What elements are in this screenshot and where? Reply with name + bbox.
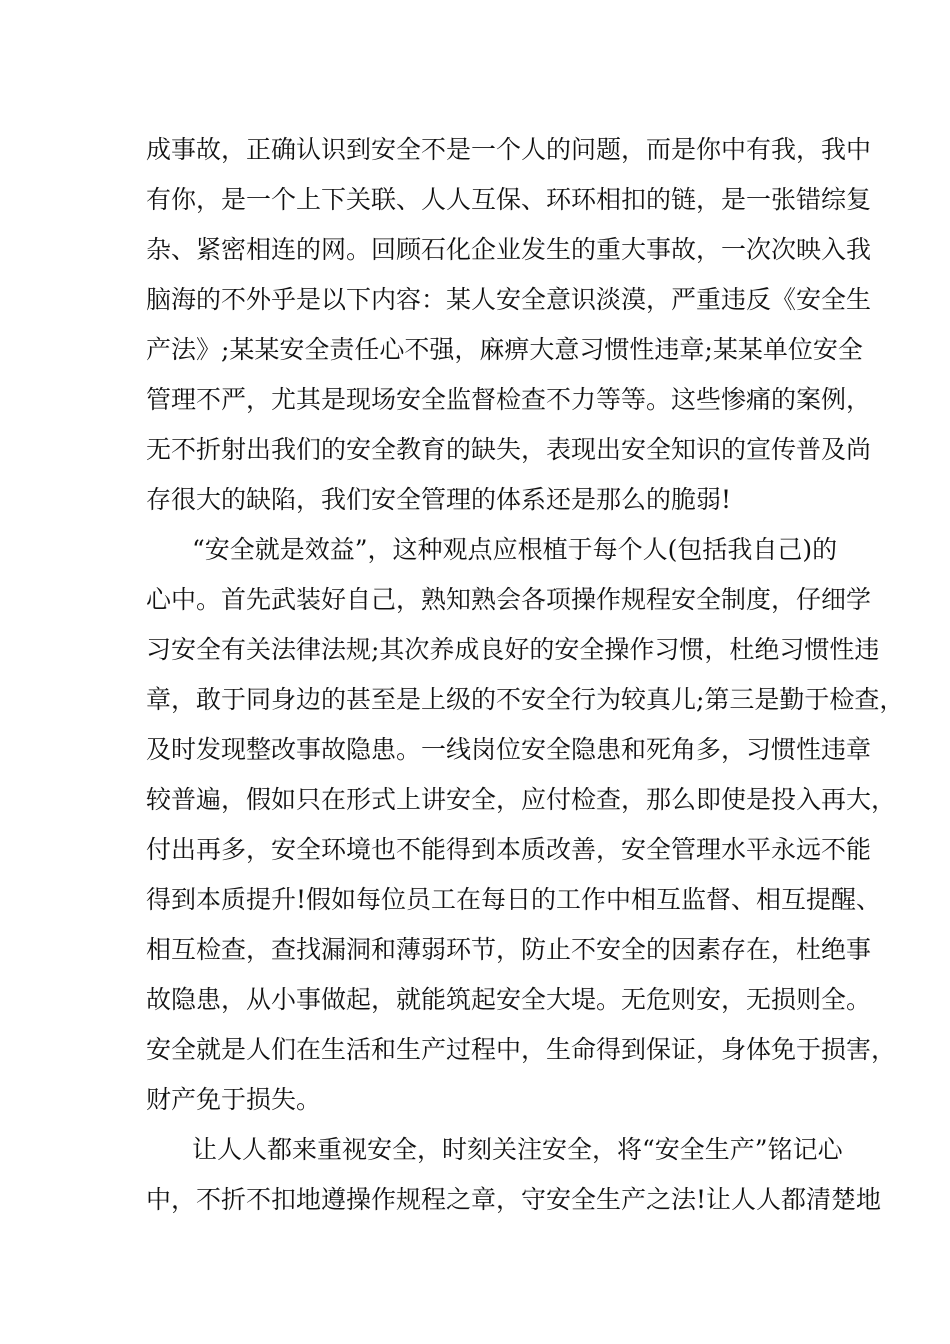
paragraph-1-line-8: 存很大的缺陷，我们安全管理的体系还是那么的脆弱! <box>146 485 732 514</box>
paragraph-2-line-7: 付出再多，安全环境也不能得到本质改善，安全管理水平永远不能 <box>146 835 872 864</box>
paragraph-2-line-1: “安全就是效益”，这种观点应根植于每个人(包括我自己)的 <box>192 535 838 564</box>
paragraph-1-line-1: 成事故，正确认识到安全不是一个人的问题，而是你中有我，我中 <box>146 135 872 164</box>
paragraph-2-line-4: 章，敢于同身边的甚至是上级的不安全行为较真儿;第三是勤于检查， <box>146 685 905 714</box>
paragraph-1-line-5: 产法》;某某安全责任心不强，麻痹大意习惯性违章;某某单位安全 <box>146 335 863 364</box>
paragraph-2-line-8: 得到本质提升!假如每位员工在每日的工作中相互监督、相互提醒、 <box>146 885 882 914</box>
paragraph-2-line-6: 较普遍，假如只在形式上讲安全，应付检查，那么即使是投入再大， <box>146 785 897 814</box>
paragraph-2-line-10: 故隐患，从小事做起，就能筑起安全大堤。无危则安，无损则全。 <box>146 985 872 1014</box>
paragraph-2-line-9: 相互检查，查找漏洞和薄弱环节，防止不安全的因素存在，杜绝事 <box>146 935 872 964</box>
paragraph-1-line-4: 脑海的不外乎是以下内容：某人安全意识淡漠，严重违反《安全生 <box>146 285 872 314</box>
paragraph-2-line-5: 及时发现整改事故隐患。一线岗位安全隐患和死角多，习惯性违章 <box>146 735 872 764</box>
paragraph-2-line-12: 财产免于损失。 <box>146 1085 322 1114</box>
paragraph-3-line-2: 中，不折不扣地遵操作规程之章，守安全生产之法!让人人都清楚地 <box>146 1185 882 1214</box>
paragraph-1-line-3: 杂、紧密相连的网。回顾石化企业发生的重大事故，一次次映入我 <box>146 235 872 264</box>
paragraph-1-line-2: 有你，是一个上下关联、人人互保、环环相扣的链，是一张错综复 <box>146 185 872 214</box>
paragraph-1-line-6: 管理不严，尤其是现场安全监督检查不力等等。这些惨痛的案例， <box>146 385 872 414</box>
paragraph-1-line-7: 无不折射出我们的安全教育的缺失，表现出安全知识的宣传普及尚 <box>146 435 872 464</box>
paragraph-2-line-2: 心中。首先武装好自己，熟知熟会各项操作规程安全制度，仔细学 <box>146 585 872 614</box>
paragraph-2-line-11: 安全就是人们在生活和生产过程中，生命得到保证，身体免于损害， <box>146 1035 897 1064</box>
paragraph-3-line-1: 让人人都来重视安全，时刻关注安全，将“安全生产”铭记心 <box>192 1135 843 1164</box>
paragraph-2-line-3: 习安全有关法律法规;其次养成良好的安全操作习惯，杜绝习惯性违 <box>146 635 880 664</box>
